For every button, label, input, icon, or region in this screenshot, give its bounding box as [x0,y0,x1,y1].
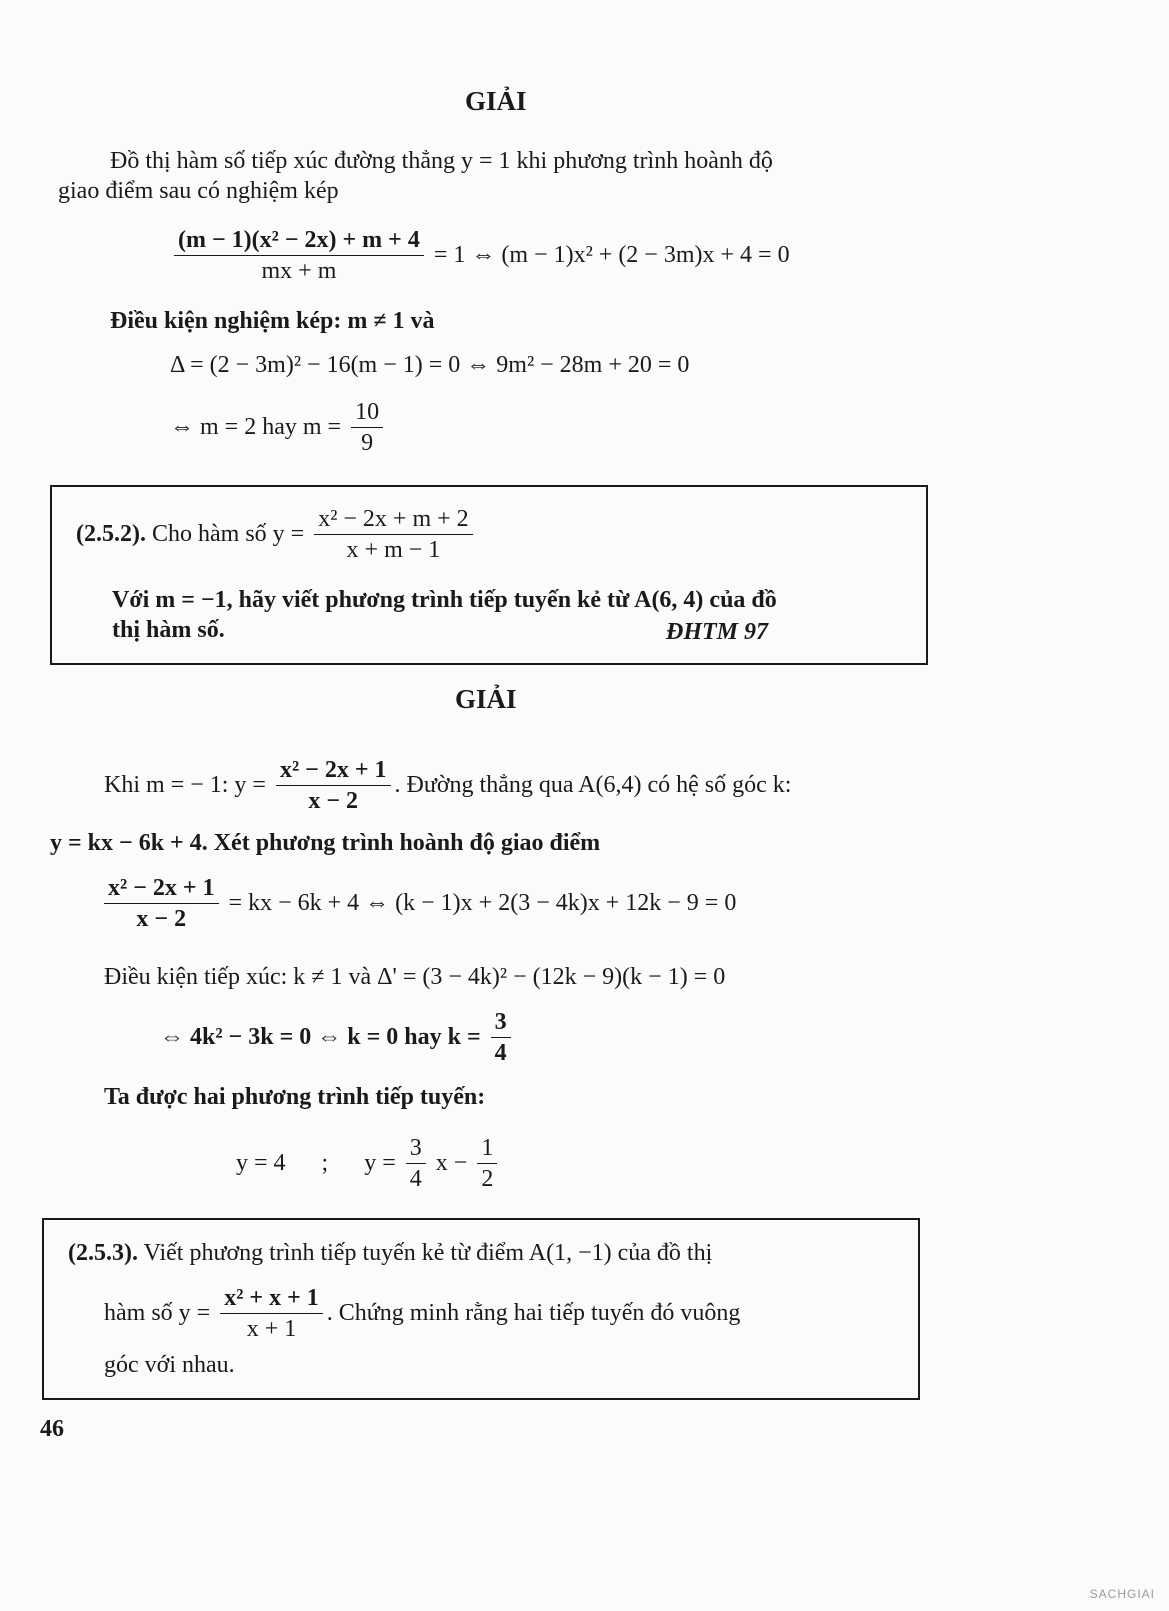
discriminant-equation: Δ = (2 − 3m)² − 16(m − 1) = 0 ⇔ 9m² − 28m + 20 = 0 [170,352,690,378]
problem-statement: (2.5.3). Viết phương trình tiếp tuyến kẻ từ điểm A(1, −1) của đồ thị [68,1240,713,1266]
tangent-equations: y = 4 ; y = $\frac{3}{4}$ x − $\frac{1}{2}$ [236,1134,501,1193]
fraction: $\frac{\text{(m − 1)(x² − 2x) + m + 4}}{mx + m}$ [174,226,424,285]
fraction: $\frac{\text{x² − 2x + 1}}{x - 2}$ [104,874,219,933]
fraction: $\frac{10}{9}$ [351,398,383,457]
solution-line: Khi m = − 1: y = $\frac{\text{x² − 2x + 1}}{x - 2}$ . Đường thẳng qua A(6,4) có hệ số góc k: [104,757,792,814]
result-equation: ⇔ 4k² − 3k = 0 ⇔ k = 0 hay k = $\frac{3}{4}$ [160,1008,515,1067]
solution-heading: GIẢI [455,684,517,714]
result-equation: ⇔ m = 2 hay m = $\frac{10}{9}$ [170,398,387,457]
fraction: $\frac{\text{x² − 2x + m + 2}}{x + m - 1}$ [314,505,472,564]
fraction: $\frac{3}{4}$ [491,1008,511,1067]
solution-line: y = kx − 6k + 4. Xét phương trình hoành độ giao điểm [50,830,601,856]
page-number: 46 [40,1416,64,1442]
condition-text: Điều kiện tiếp xúc: k ≠ 1 và Δ' = (3 − 4k)² − (12k − 9)(k − 1) = 0 [104,964,726,990]
solution-text: giao điểm sau có nghiệm kép [58,178,339,204]
fraction: $\frac{1}{2}$ [477,1134,497,1193]
fraction: $\frac{\text{x² + x + 1}}{x + 1}$ [220,1284,323,1343]
solution-text: Đồ thị hàm số tiếp xúc đường thẳng y = 1 khi phương trình hoành độ [110,148,773,174]
problem-source: ĐHTM 97 [666,619,768,645]
problem-text: thị hàm số. [112,617,225,643]
problem-text: Với m = −1, hãy viết phương trình tiếp tuyến kẻ từ A(6, 4) của đồ [112,587,777,613]
problem-label: (2.5.2). [76,521,146,547]
conclusion-text: Ta được hai phương trình tiếp tuyến: [104,1084,486,1110]
fraction: $\frac{\text{x² − 2x + 1}}{x - 2}$ [276,756,391,815]
problem-box [42,1218,920,1400]
problem-text: hàm số y = $\frac{\text{x² + x + 1}}{x + 1}$ . Chứng minh rằng hai tiếp tuyến đó vuông [104,1285,741,1342]
fraction: $\frac{3}{4}$ [406,1134,426,1193]
equation-1: $\frac{\text{(m − 1)(x² − 2x) + m + 4}}{mx + m}$ = 1 ⇔ (m − 1)x² + (2 − 3m)x + 4 = 0 [170,226,790,285]
problem-text: góc với nhau. [104,1352,235,1378]
problem-label: (2.5.3). [68,1240,138,1266]
problem-box [50,485,928,665]
equation-2: $\frac{\text{x² − 2x + 1}}{x - 2}$ = kx − 6k + 4 ⇔ (k − 1)x + 2(3 − 4k)x + 12k − 9 = 0 [100,874,736,933]
watermark: SACHGIAI [1089,1587,1155,1601]
problem-statement: (2.5.2). Cho hàm số y = $\frac{\text{x² − 2x + m + 2}}{x + m - 1}$ [76,505,477,564]
solution-heading: GIẢI [465,86,527,116]
condition-text: Điều kiện nghiệm kép: m ≠ 1 và [110,308,435,334]
